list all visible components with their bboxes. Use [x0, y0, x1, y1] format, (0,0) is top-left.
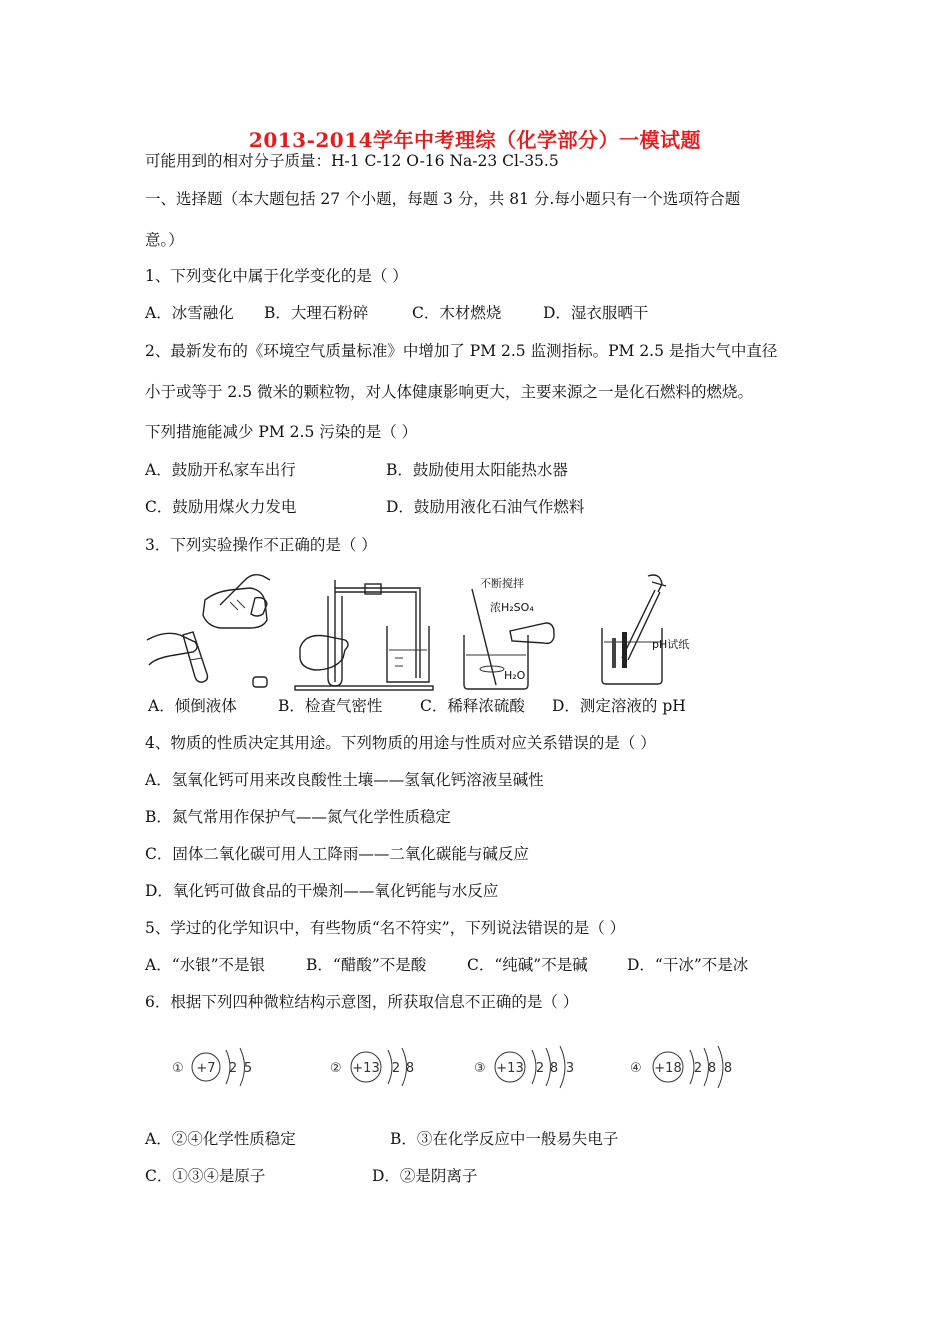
molar-mass-line: 可能用到的相对分子质量：H-1 C-12 O-16 Na-23 Cl-35.5	[145, 152, 559, 170]
q1-stem: 1、下列变化中属于化学变化的是（ ）	[145, 267, 408, 285]
particle-2-shell-2: 8	[405, 1061, 415, 1076]
q6-option-c: C．①③④是原子	[145, 1167, 266, 1185]
airtightness-check-figure	[295, 578, 435, 696]
particle-4-shell-1: 2	[693, 1061, 703, 1076]
ph-test-figure	[600, 572, 710, 690]
q4-option-a: A．氢氧化钙可用来改良酸性土壤——氢氧化钙溶液呈碱性	[145, 771, 544, 789]
particle-2-shell-1: 2	[391, 1061, 401, 1076]
particle-4-shell-2: 8	[707, 1061, 717, 1076]
q5-option-a: A．“水银”不是银	[145, 956, 266, 974]
q1-option-b: B．大理石粉碎	[264, 304, 369, 322]
q3-stem: 3．下列实验操作不正确的是（ ）	[145, 536, 377, 554]
q1-option-d: D．湿衣服晒干	[543, 304, 649, 322]
particle-3-shell-2: 8	[549, 1061, 559, 1076]
stir-label: 不断搅拌	[480, 577, 524, 590]
q2-option-b: B．鼓励使用太阳能热水器	[386, 461, 568, 479]
q3-option-b: B．检查气密性	[278, 697, 383, 715]
dilute-sulfuric-acid-figure	[458, 575, 558, 695]
page-title: 2013-2014学年中考理综（化学部分）一模试题	[248, 128, 702, 152]
q2-option-c: C．鼓励用煤火力发电	[145, 498, 297, 516]
particle-3-mark: ③	[474, 1061, 486, 1076]
q4-option-b: B．氮气常用作保护气——氮气化学性质稳定	[145, 808, 451, 826]
water-label: H₂O	[504, 669, 526, 682]
particle-2-nucleus: +13	[352, 1061, 380, 1076]
particle-4-mark: ④	[630, 1061, 642, 1076]
particle-1-shell-2: 5	[243, 1061, 253, 1076]
q1-option-a: A．冰雪融化	[145, 304, 234, 322]
particle-diagram-3	[474, 1042, 584, 1092]
section-heading-line2: 意。）	[145, 231, 184, 249]
q2-line3: 下列措施能减少 PM 2.5 污染的是（ ）	[145, 423, 418, 441]
q5-stem: 5、学过的化学知识中，有些物质“名不符实”，下列说法错误的是（ ）	[145, 919, 626, 937]
particle-diagram-1	[170, 1042, 265, 1092]
particle-4-shell-3: 8	[723, 1061, 733, 1076]
q6-option-d: D．②是阴离子	[372, 1167, 478, 1185]
q2-option-a: A．鼓励开私家车出行	[145, 461, 296, 479]
particle-3-shell-3: 3	[565, 1061, 575, 1076]
q3-option-c: C．稀释浓硫酸	[420, 697, 525, 715]
q4-option-c: C．固体二氧化碳可用人工降雨——二氧化碳能与碱反应	[145, 845, 529, 863]
q4-stem: 4、物质的性质决定其用途。下列物质的用途与性质对应关系错误的是（ ）	[145, 734, 656, 752]
q5-option-b: B．“醋酸”不是酸	[306, 956, 427, 974]
q6-stem: 6．根据下列四种微粒结构示意图，所获取信息不正确的是（ ）	[145, 993, 579, 1011]
ph-paper-label: pH试纸	[652, 638, 690, 651]
q6-option-a: A．②④化学性质稳定	[145, 1130, 296, 1148]
particle-1-nucleus: +7	[196, 1061, 216, 1076]
q3-option-d: D．测定溶液的 pH	[552, 697, 686, 715]
q5-option-d: D．“干冰”不是冰	[627, 956, 749, 974]
q1-option-c: C．木材燃烧	[412, 304, 502, 322]
particle-diagram-2	[330, 1042, 430, 1092]
pouring-liquid-figure	[145, 570, 275, 695]
particle-2-mark: ②	[330, 1061, 342, 1076]
particle-4-nucleus: +18	[654, 1061, 682, 1076]
particle-1-mark: ①	[172, 1061, 184, 1076]
q2-option-d: D．鼓励用液化石油气作燃料	[386, 498, 585, 516]
section-heading-line1: 一、选择题（本大题包括 27 个小题，每题 3 分，共 81 分.每小题只有一个选项符合题	[145, 190, 741, 208]
q2-line1: 2、最新发布的《环境空气质量标准》中增加了 PM 2.5 监测指标。PM 2.5 是指大气中直径	[145, 342, 778, 360]
particle-1-shell-1: 2	[228, 1061, 238, 1076]
q2-line2: 小于或等于 2.5 微米的颗粒物，对人体健康影响更大，主要来源之一是化石燃料的燃烧。	[145, 383, 754, 401]
q6-option-b: B．③在化学反应中一般易失电子	[390, 1130, 619, 1148]
particle-3-shell-1: 2	[535, 1061, 545, 1076]
q4-option-d: D．氧化钙可做食品的干燥剂——氧化钙能与水反应	[145, 882, 499, 900]
q5-option-c: C．“纯碱”不是碱	[467, 956, 588, 974]
q3-option-a: A．倾倒液体	[148, 697, 237, 715]
acid-label: 浓H₂SO₄	[490, 601, 534, 614]
particle-diagram-4	[630, 1042, 745, 1092]
particle-3-nucleus: +13	[496, 1061, 524, 1076]
